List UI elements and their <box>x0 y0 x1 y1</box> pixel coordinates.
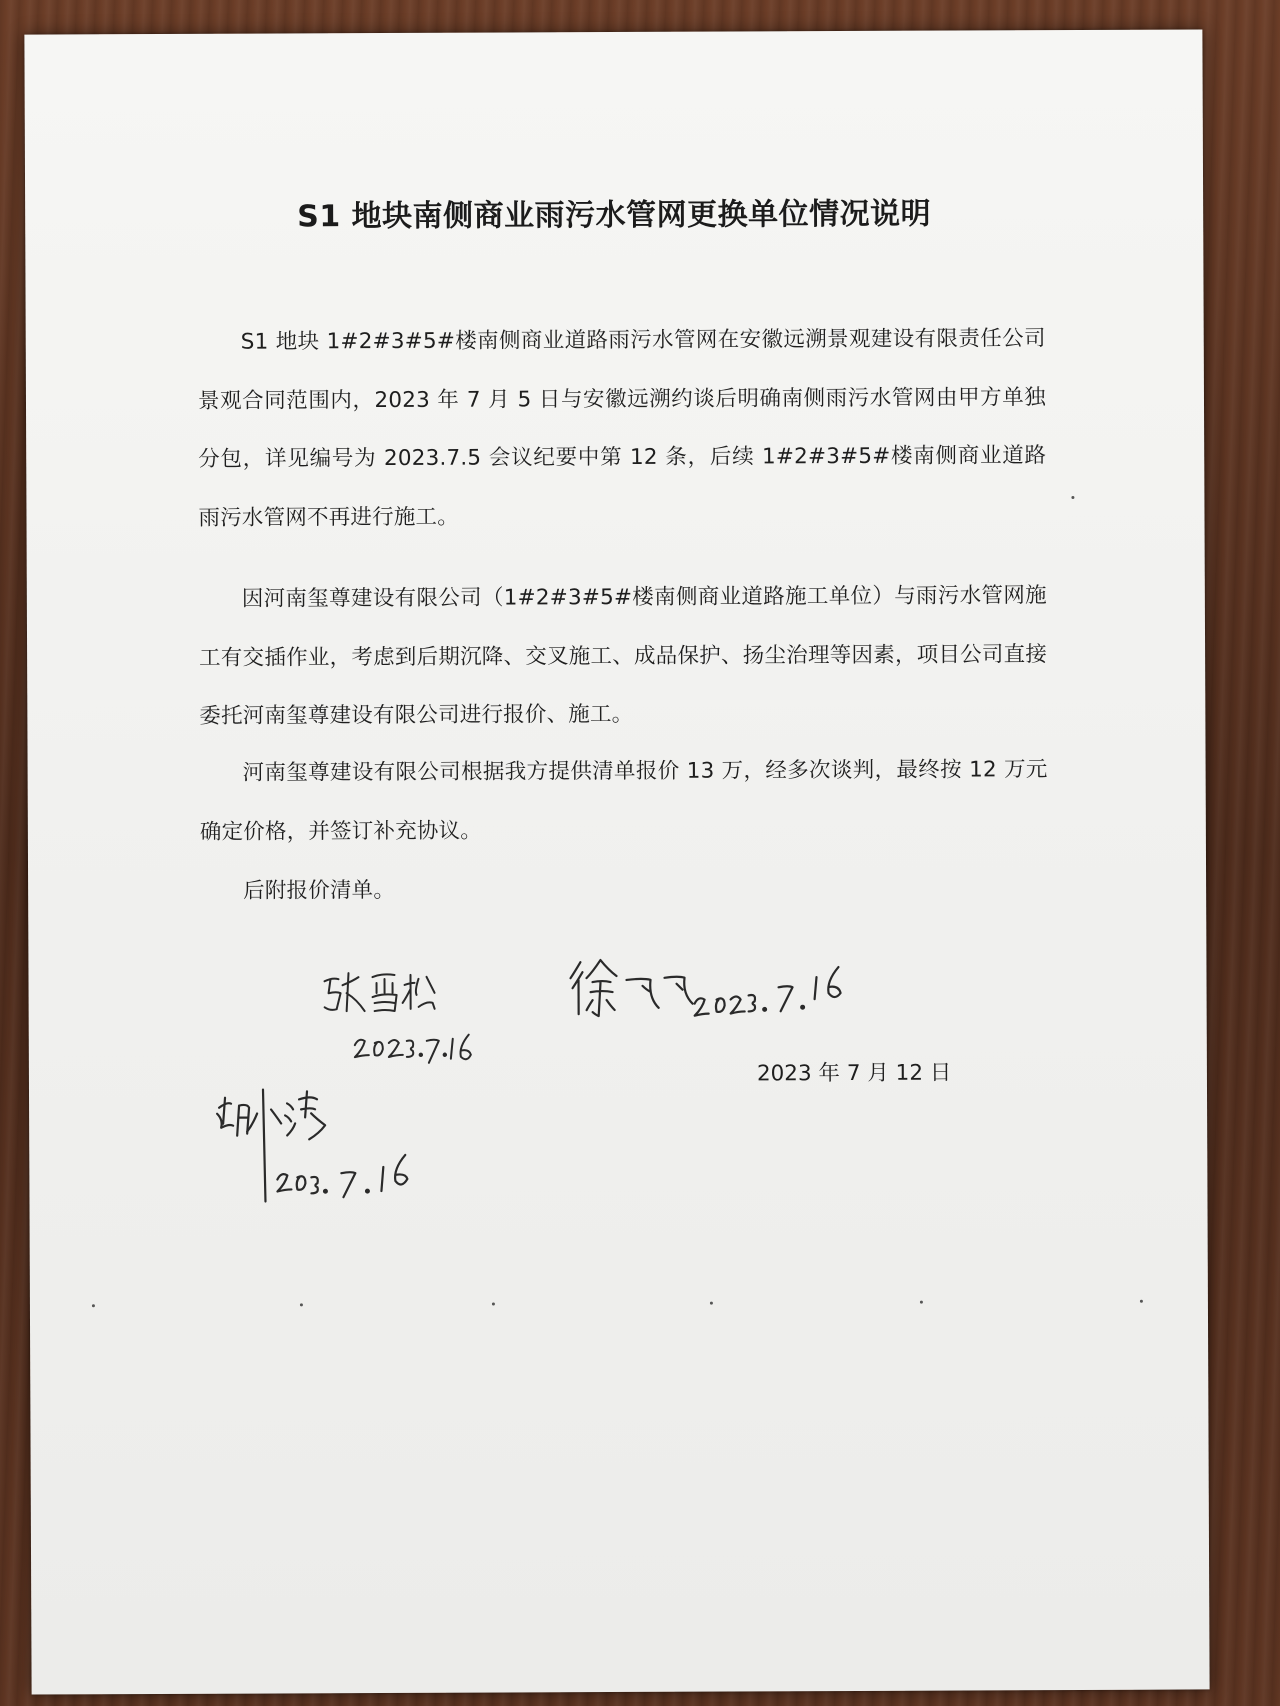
signature-3 <box>207 1083 438 1224</box>
paper-speck <box>1140 1300 1143 1303</box>
paragraph-1: S1 地块 1#2#3#5#楼南侧商业道路雨污水管网在安徽远溯景观建设有限责任公司景观合同范围内，2023 年 7 月 5 日与安徽远溯约谈后明确南侧雨污水管网由甲方单独分包，详见编号为 2023.7.5 会议纪要中第 12 条，后续 1#2#3#5#楼南侧商业道路雨污水管网不再进行施工。 <box>197 326 1047 531</box>
document-date: 2023 年 7 月 12 日 <box>756 1060 952 1087</box>
signature-2 <box>566 951 856 1032</box>
paper-speck <box>710 1302 713 1305</box>
signature-1 <box>318 963 488 1074</box>
paragraph-4: 后附报价清单。 <box>243 877 396 904</box>
paragraph-3: 河南玺尊建设有限公司根据我方提供清单报价 13 万，经多次谈判，最终按 12 万元确定价格，并签订补充协议。 <box>199 757 1048 845</box>
paper-speck <box>1071 496 1074 499</box>
paper-speck <box>92 1304 95 1307</box>
paragraph-2: 因河南玺尊建设有限公司（1#2#3#5#楼南侧商业道路施工单位）与雨污水管网施工有交插作业，考虑到后期沉降、交叉施工、成品保护、扬尘治理等因素，项目公司直接委托河南玺尊建设有限公司进行报价、施工。 <box>199 583 1048 729</box>
document-title: S1 地块南侧商业雨污水管网更换单位情况说明 <box>297 196 932 235</box>
paper-speck <box>300 1303 303 1306</box>
paper-speck <box>920 1301 923 1304</box>
document-page <box>24 29 1209 1694</box>
paper-speck <box>492 1303 495 1306</box>
